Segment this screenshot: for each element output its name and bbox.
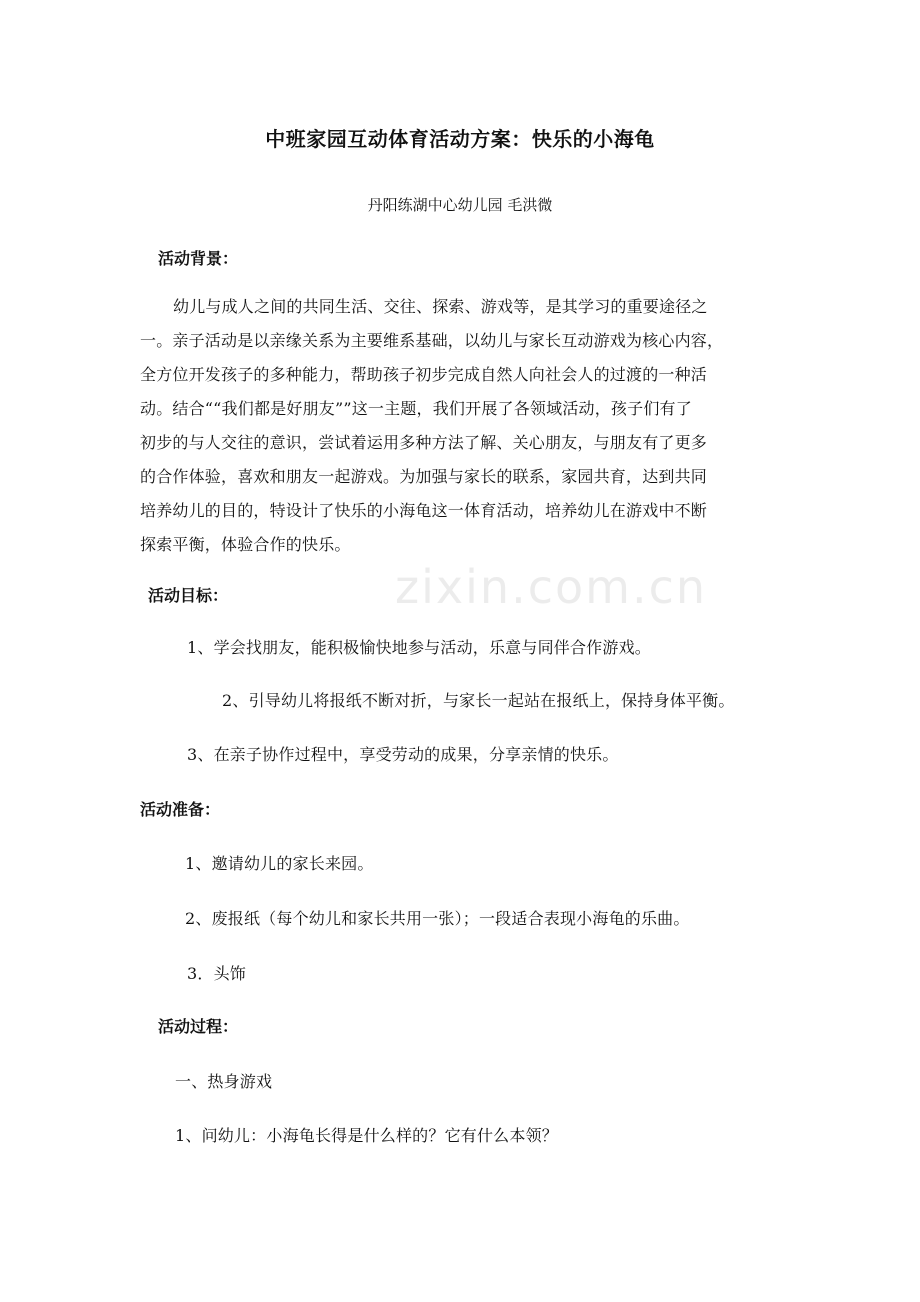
background-line: 动。结合““我们都是好朋友””这一主题，我们开展了各领域活动，孩子们有了 — [140, 399, 692, 418]
preparation-item: 3．头饰 — [187, 964, 246, 983]
goal-item: 3、在亲子协作过程中，享受劳动的成果，分享亲情的快乐。 — [187, 745, 619, 764]
background-line: 初步的与人交往的意识，尝试着运用多种方法了解、关心朋友，与朋友有了更多 — [140, 433, 708, 452]
background-line: 培养幼儿的目的，特设计了快乐的小海龟这一体育活动，培养幼儿在游戏中不断 — [140, 501, 708, 520]
document-author: 丹阳练湖中心幼儿园 毛洪微 — [367, 196, 553, 214]
heading-background: 活动背景： — [158, 249, 239, 268]
heading-preparation: 活动准备： — [140, 800, 221, 819]
process-section: 一、热身游戏 — [175, 1072, 273, 1091]
watermark: zixin.com.cn — [395, 560, 708, 614]
goal-item: 2、引导幼儿将报纸不断对折，与家长一起站在报纸上，保持身体平衡。 — [222, 691, 735, 710]
background-line: 幼儿与成人之间的共同生活、交往、探索、游戏等，是其学习的重要途径之 — [173, 297, 708, 316]
preparation-item: 2、废报纸（每个幼儿和家长共用一张）；一段适合表现小海龟的乐曲。 — [185, 909, 690, 928]
heading-goals: 活动目标： — [148, 586, 229, 605]
process-item: 1、问幼儿：小海龟长得是什么样的？它有什么本领？ — [175, 1126, 558, 1145]
background-line: 探索平衡，体验合作的快乐。 — [140, 535, 351, 554]
background-line: 一。亲子活动是以亲缘关系为主要维系基础，以幼儿与家长互动游戏为核心内容， — [140, 331, 724, 350]
preparation-item: 1、邀请幼儿的家长来园。 — [185, 854, 374, 873]
background-line: 的合作体验，喜欢和朋友一起游戏。为加强与家长的联系，家园共育，达到共同 — [140, 467, 708, 486]
background-line: 全方位开发孩子的多种能力，帮助孩子初步完成自然人向社会人的过渡的一种活 — [140, 365, 708, 384]
goal-item: 1、学会找朋友，能积极愉快地参与活动，乐意与同伴合作游戏。 — [187, 638, 651, 657]
document-title: 中班家园互动体育活动方案：快乐的小海龟 — [265, 127, 655, 151]
heading-process: 活动过程： — [158, 1017, 239, 1036]
